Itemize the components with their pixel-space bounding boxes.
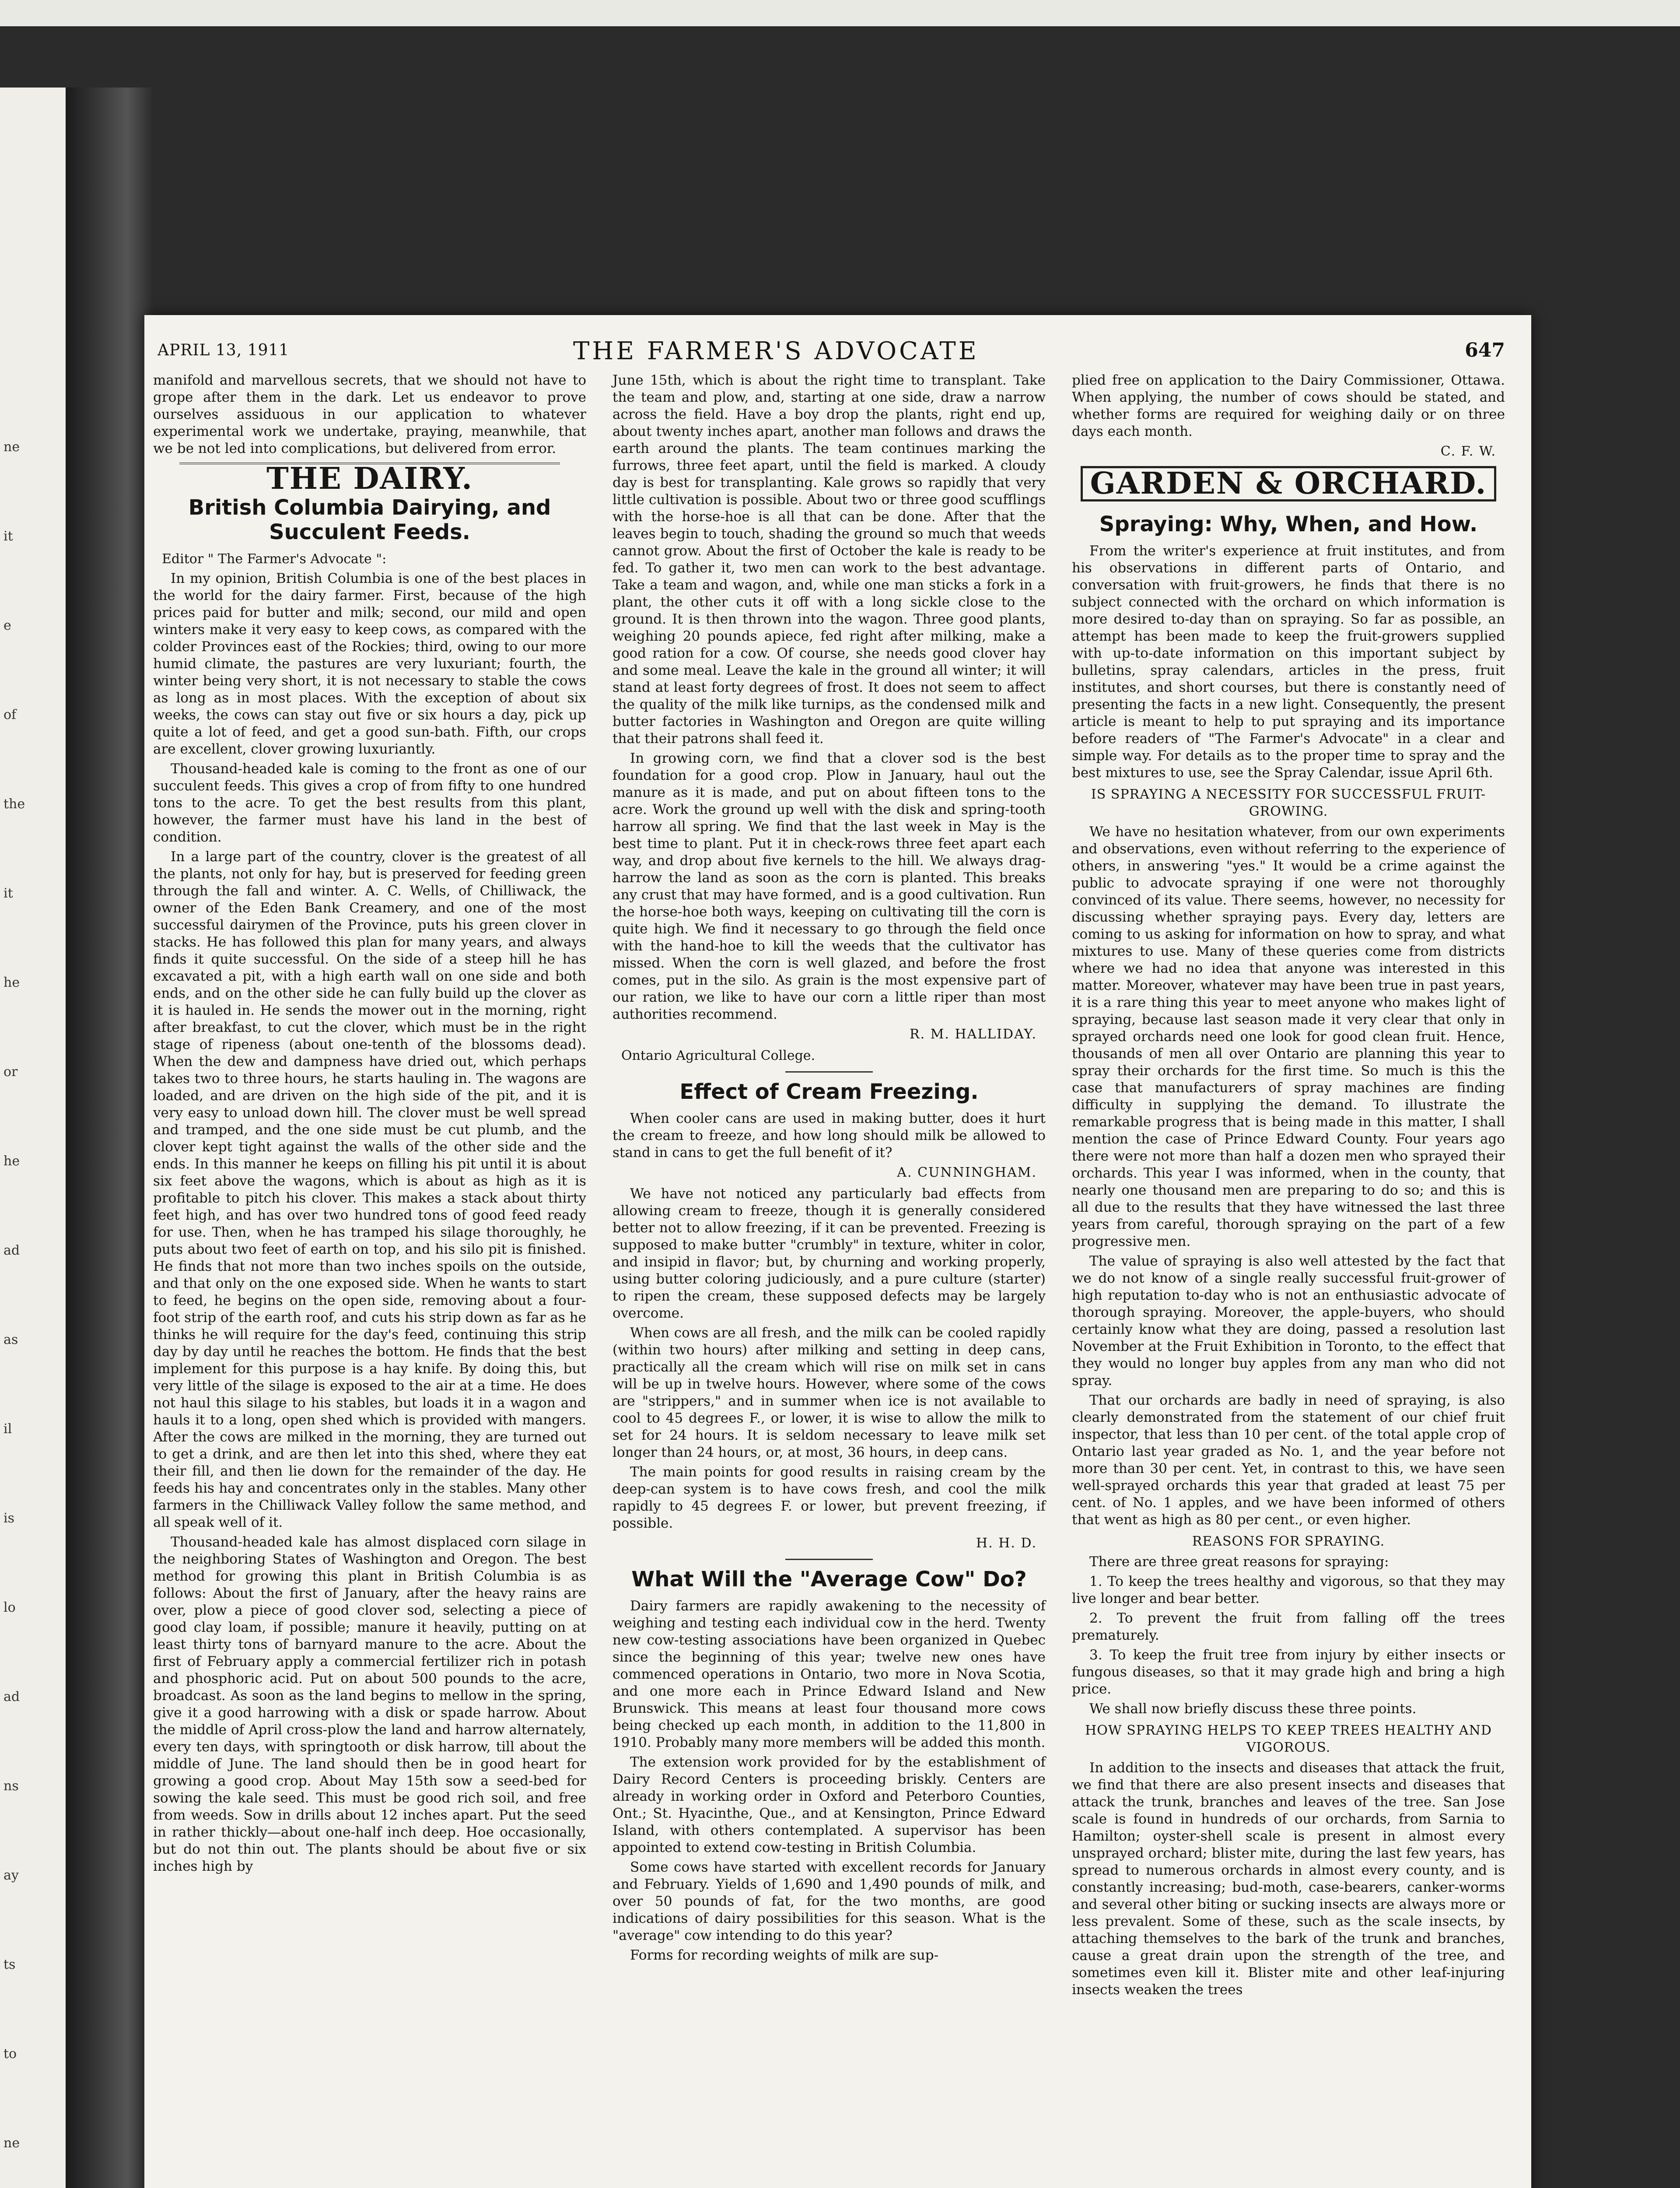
page-masthead: THE FARMER'S ADVOCATE (573, 337, 979, 365)
subheading-reasons: REASONS FOR SPRAYING. (1192, 1534, 1385, 1549)
list-item: 1. To keep the trees healthy and vigorous, so that they may live longer and bear better. (1072, 1574, 1505, 1606)
article-paragraph: In growing corn, we find that a clover sod is the best foundation for a good crop. Plow in January, haul out the manure as it is made, and put on about fifteen tons to the acre. Work the ground up well with the disk and spring-tooth harrow all spring. We find that the last week in May is the best time to plant. Put it in check-rows three feet apart each way, and drop about five kernels to the hill. We always drag-harrow the land as soon as the corn is planted. This breaks any crust that may have formed, and is a good cultivation. Run the horse-hoe both ways, keeping on cultivating till the corn is quite high. We find it necessary to go through the field once with the hand-hoe to kill the weeds that the cultivator has missed. When the corn is well glazed, and before the frost comes, put in the silo. As grain is the most expensive part of our ration, we like to have our corn a little riper than most authorities recommend. (612, 750, 1046, 1022)
previous-page-fragment: ad (4, 1243, 20, 1258)
article-paragraph: That our orchards are badly in need of spraying, is also clearly demonstrated from the statement of our chief fruit inspector, that less than 10 per cent. of the total apple crop of Ontario last year graded as No. 1, and the year before not more than 30 per cent. Yet, in contrast to this, we have seen well-sprayed orchards this year that graded at least 75 per cent. of No. 1 apples, and we have been informed of others that went as high as 80 per cent., or even higher. (1072, 1392, 1505, 1528)
newspaper-page (144, 315, 1531, 2188)
previous-page-fragment: he (4, 1154, 20, 1169)
scan-top-strip (0, 0, 1680, 26)
previous-page-fragment: ad (4, 1689, 20, 1704)
previous-page-edge (0, 88, 66, 2188)
article-title-bc-dairying: British Columbia Dairying, and Succulent Feeds. (188, 495, 551, 544)
previous-page-fragment: to (4, 2046, 17, 2062)
question-paragraph: When cooler cans are used in making butter, does it hurt the cream to freeze, and how long should milk be allowed to stand in cans to get the full benefit of it? (612, 1111, 1046, 1161)
article-paragraph: In addition to the insects and diseases that attack the fruit, we find that there are also present insects and diseases that attack the trunk, branches and leaves of the tree. San Jose scale is found in hundreds of our orchards, from Sarnia to Hamilton; oyster-shell scale is present in almost every unsprayed orchard; blister mite, during the last few years, has spread to numerous orchards in almost every county, and is constantly increasing; bud-moth, case-bearers, canker-worms and several other biting or sucking insects are always more or less prevalent. Some of these, such as the scale insects, by attaching themselves to the bark of the trunk and branches, cause a great drain upon the strength of the tree, and sometimes even kill it. Blister mite and other leaf-injuring insects weaken the trees (1072, 1760, 1505, 1998)
article-paragraph: Thousand-headed kale is coming to the front as one of our succulent feeds. This gives a crop of from fifty to one hundred tons to the acre. To get the best results from this plant, however, the farmer must have his land in the best of condition. (153, 761, 586, 845)
answer-paragraph: When cows are all fresh, and the milk can be cooled rapidly (within two hours) after milking and setting in deep cans, practically all the cream which will rise on milk set in cans will be up in twelve hours. However, where some of the cows are "strippers," and in summer when ice is not available to cool to 45 degrees F., or lower, it is wise to allow the milk to set for 24 hours. It is seldom necessary to leave milk set longer than 24 hours, or, at most, 36 hours, in deep cans. (612, 1325, 1046, 1460)
article-paragraph: In my opinion, British Columbia is one of the best places in the world for the dairy farmer. First, because of the high prices paid for butter and milk; second, our mild and open winters make it very easy to keep cows, as compared with the colder Provinces east of the Rockies; third, owing to our more humid climate, the pastures are very luxuriant; fourth, the winter being very short, it is not necessary to stable the cows as long as in most places. With the exception of about six weeks, the cows can stay out five or six hours a day, pick up quite a lot of feed, and get a good sun-bath. Fifth, our crops are excellent, clover growing luxuriantly. (153, 571, 586, 757)
page-date: APRIL 13, 1911 (158, 341, 290, 359)
answer-paragraph: We have not noticed any particularly bad effects from allowing cream to freeze, though it is generally considered better not to allow freezing, if it can be prevented. Freezing is supposed to make butter "crumbly" in texture, whiter in color, and insipid in flavor; but, by churning and working properly, using butter coloring judiciously, and a pure culture (starter) to ripen the cream, these supposed defects may be largely overcome. (612, 1186, 1046, 1321)
section-title-dairy: THE DAIRY. (266, 461, 473, 496)
page-header (144, 315, 1531, 372)
article-paragraph: The value of spraying is also well attested by the fact that we do not know of a single really successful fruit-grower of high reputation to-day who is not an enthusiastic advocate of thorough spraying. Moreover, the apple-buyers, who should certainly know what they are doing, passed a resolution last November at the Fruit Exhibition in Toronto, to the effect that they would no longer buy apples from any man who did not spray. (1072, 1253, 1505, 1389)
answer-paragraph: The main points for good results in raising cream by the deep-can system is to have cows fresh, and cool the milk rapidly to 45 degrees F. or lower, but prevent freezing, if possible. (612, 1464, 1046, 1531)
previous-page-fragment: he (4, 975, 20, 990)
list-item: 3. To keep the fruit tree from injury by either insects or fungous diseases, so that it may grade high and bring a high price. (1072, 1647, 1505, 1697)
intro-paragraph: manifold and marvellous secrets, that we should not have to grope after them in the dark. Let us endeavor to prove ourselves assiduous in our application to whatever experimental work we undertake, praying, meanwhile, that we be not led into complications, but delivered from error. (153, 372, 586, 456)
book-spine-shadow (66, 88, 153, 2188)
previous-page-fragment: ns (4, 1778, 19, 1794)
article-title-spraying: Spraying: Why, When, and How. (1099, 512, 1478, 536)
previous-page-fragment: ay (4, 1868, 19, 1883)
divider (785, 1559, 873, 1560)
previous-page-fragment: lo (4, 1600, 16, 1615)
article-title-average-cow: What Will the "Average Cow" Do? (631, 1567, 1027, 1592)
article-paragraph: From the writer's experience at fruit institutes, and from his observations in different parts of Ontario, and conversation with fruit-growers, he finds that there is no subject connected with the orchard on which information is more desired to-day than on spraying. So far as possible, an attempt has been made to keep the fruit-growers supplied with up-to-date information on this important subject by bulletins, spray calendars, articles in the press, fruit institutes, and short courses, but there is constantly need of presenting the facts in a new light. Consequently, the present article is meant to help to put spraying and its importance before readers of "The Farmer's Advocate" in a clear and simple way. For details as to the proper time to spray and the best mixtures to use, see the Spray Calendar, issue April 6th. (1072, 543, 1505, 781)
article-paragraph: Some cows have started with excellent records for January and February. Yields of 1,690 and 1,490 pounds of milk, and over 50 pounds of fat, for the two months, are good indications of dairy possibilities for this season. What is the "average" cow intending to do this year? (612, 1859, 1046, 1943)
column-2 (612, 372, 1046, 1967)
previous-page-fragment: it (4, 886, 13, 901)
previous-page-fragment: or (4, 1064, 18, 1080)
list-item: There are three great reasons for spraying: (1089, 1554, 1389, 1570)
divider (785, 1071, 873, 1073)
article-paragraph: Forms for recording weights of milk are sup- (630, 1947, 939, 1963)
previous-page-fragment: e (4, 618, 11, 633)
article-paragraph: June 15th, which is about the right time to transplant. Take the team and plow, and, starting at one side, draw a narrow across the field. Have a boy drop the plants, right end up, about twenty inches apart, another man follows and draws the earth around the plants. The team continues marking the furrows, three feet apart, until the field is marked. A cloudy day is best for transplanting. Kale grows so rapidly that very little cultivation is possible. About two or three good scufflings with the horse-hoe is all that can be done. After that the leaves begin to touch, shading the ground so much that weeds cannot grow. About the first of October the kale is ready to be fed. To gather it, two men can work to the best advantage. Take a team and wagon, and, while one man sticks a fork in a plant, the other cuts it off with a long sickle close to the ground. It is then thrown into the wagon. Three good plants, weighing 20 pounds apiece, fed right after milking, make a good ration for a cow. Of course, she needs good clover hay and some meal. Leave the kale in the ground all winter; it will stand at least forty degrees of frost. It does not seem to affect the quality of the milk like turnips, as the condensed milk and butter factories in Washington and Oregon are quite willing that their patrons shall feed it. (612, 372, 1046, 747)
column-3 (1072, 372, 1505, 2001)
previous-page-fragment: it (4, 529, 13, 544)
previous-page-fragment: ne (4, 2135, 20, 2151)
subheading-healthy-trees: HOW SPRAYING HELPS TO KEEP TREES HEALTHY AND VIGOROUS. (1085, 1723, 1492, 1755)
article-paragraph: We have no hesitation whatever, from our own experiments and observations, even without referring to the experience of others, in answering "yes." It would be a crime against the public to advocate spraying if one were not thoroughly convinced of its value. There seems, however, no necessity for discussing whether spraying pays. Every day, letters are coming to us asking for information on how to spray, and what mixtures to use. Many of these queries come from districts where we had no idea that anyone was interested in this matter. Moreover, whatever may have been true in past years, it is a rare thing this year to meet anyone who makes light of spraying, because last season made it very clear that only in sprayed orchards need one look for good clean fruit. Hence, thousands of men all over Ontario are planning this year to spray their orchards for the first time. So much is this the case that manufacturers of spray machines are finding difficulty in supplying the demand. To illustrate the remarkable progress that is being made in this matter, I shall mention the case of Prince Edward County. Four years ago there were not more than half a dozen men who sprayed their orchards. This year I was informed, when in the county, that nearly one thousand men are preparing to do so; and this is all due to the results that they have witnessed the last three years from careful, thorough spraying on the part of a few progressive men. (1072, 824, 1505, 1249)
editor-salutation: Editor " The Farmer's Advocate ": (162, 551, 387, 567)
article-title-cream-freezing: Effect of Cream Freezing. (679, 1080, 979, 1104)
article-paragraph: Dairy farmers are rapidly awakening to the necessity of weighing and testing each individual cow in the herd. Twenty new cow-testing associations have been organized in Quebec since the beginning of this year; twelve new ones have commenced operations in Ontario, two more in Nova Scotia, and one more each in Prince Edward Island and New Brunswick. This means at least four thousand more cows being checked up each month, in addition to the 11,800 in 1910. Probably many more members will be added this month. (612, 1598, 1046, 1750)
previous-page-fragment: ts (4, 1957, 16, 1972)
intro-byline: C. F. W. (1440, 444, 1496, 459)
list-item: 2. To prevent the fruit from falling off the trees prematurely. (1072, 1610, 1505, 1643)
column-1 (153, 372, 586, 1878)
article-paragraph: The extension work provided for by the establishment of Dairy Record Centers is proceeding briskly. Centers are already in working order in Oxford and Peterboro Counties, Ont.; St. Hyacinthe, Que., and at Kensington, Prince Edward Island, with others contemplated. A supervisor has been appointed to extend cow-testing in British Columbia. (612, 1754, 1046, 1855)
answer-byline: H. H. D. (976, 1536, 1037, 1551)
previous-page-fragment: as (4, 1332, 18, 1347)
article-paragraph: Thousand-headed kale has almost displaced corn silage in the neighboring States of Washington and Oregon. The best method for growing this plant in British Columbia is as follows: About the first of January, after the heavy rains are over, plow a piece of good clover sod, selecting a piece of good clay loam, if possible; manure it heavily, putting on at least thirty tons of barnyard manure to the acre. About the first of February apply a commercial fertilizer rich in potash and phosphoric acid. Put on about 500 pounds to the acre, broadcast. As soon as the land begins to mellow in the spring, give it a good harrowing with a disk or spade harrow. About the middle of April cross-plow the land and harrow alternately, every ten days, with springtooth or disk harrow, till about the middle of June. The land should then be in good heart for growing a good crop. About May 15th sow a seed-bed for sowing the kale seed. This must be good rich soil, and free from weeds. Sow in drills about 12 inches apart. Put the seed in rather thickly—about one-half inch deep. Hoe occasionally, but do not thin out. The plants should be about five or six inches high by (153, 1534, 586, 1874)
previous-page-fragment: il (4, 1421, 12, 1437)
intro-paragraph: plied free on application to the Dairy Commissioner, Ottawa. When applying, the number of cows should be stated, and whether forms are required for weighing daily or on three days each month. (1072, 372, 1505, 439)
list-item: We shall now briefly discuss these three points. (1089, 1701, 1417, 1717)
previous-page-fragment: ne (4, 439, 20, 455)
subheading-necessity: IS SPRAYING A NECESSITY FOR SUCCESSFUL FRUIT-GROWING. (1091, 787, 1486, 819)
article-paragraph: In a large part of the country, clover is the greatest of all the plants, not only for hay, but is preserved for feeding green through the fall and winter. A. C. Wells, of Chilliwack, the owner of the Eden Bank Creamery, and one of the most successful dairymen of the Province, puts his green clover in stacks. He has followed this plan for many years, and always finds it quite successful. On the side of a steep hill he has excavated a pit, with a high earth wall on one side and both ends, and on the other side he can fully build up the clover as it is hauled in. He sends the mower out in the morning, right after breakfast, to cut the clover, which must be in the right stage of ripeness (about one-tenth of the blossoms dead). When the dew and dampness have dried out, which perhaps takes two to three hours, he starts hauling in. The wagons are loaded, and are driven on the high side of the pit, and it is very easy to unload down hill. The clover must be well spread and tramped, and the one side must be cut plumb, and the clover kept tight against the walls of the other side and the ends. In this manner he keeps on filling his pit until it is about six feet above the wagons, which is about as high as it is profitable to pitch his clover. This makes a stack about thirty feet high, and has over two hundred tons of good feed ready for use. Then, when he has tramped his silage thoroughly, he puts about two feet of earth on top, and his silo pit is finished. He finds that not more than two inches spoils on the outside, and that only on the one exposed side. When he wants to start to feed, he begins on the open side, removing about a four-foot strip of the earth roof, and cuts his strip down as far as he thinks he will require for the day's feed, continuing this strip day by day until he reaches the bottom. He finds that the best implement for this purpose is a hay knife. By doing this, but very little of the silage is exposed to the air at a time. He does not haul this silage to his stables, but loads it in a wagon and hauls it to a long, open shed which is provided with mangers. After the cows are milked in the morning, they are turned out to get a drink, and are then let into this shed, where they eat their fill, and then lie down for the remainder of the day. He feeds his hay and concentrates only in the stables. Many other farmers in the Chilliwack Valley follow the same method, and all speak well of it. (153, 849, 586, 1530)
previous-page-fragment: of (4, 707, 17, 722)
previous-page-fragment: the (4, 796, 25, 812)
previous-page-fragment: is (4, 1511, 14, 1526)
author-institution: Ontario Agricultural College. (621, 1048, 816, 1063)
author-byline: R. M. HALLIDAY. (910, 1027, 1037, 1042)
page-number: 647 (1465, 339, 1505, 361)
section-title-garden-orchard: GARDEN & ORCHARD. (1081, 466, 1496, 501)
question-byline: A. CUNNINGHAM. (897, 1165, 1037, 1180)
